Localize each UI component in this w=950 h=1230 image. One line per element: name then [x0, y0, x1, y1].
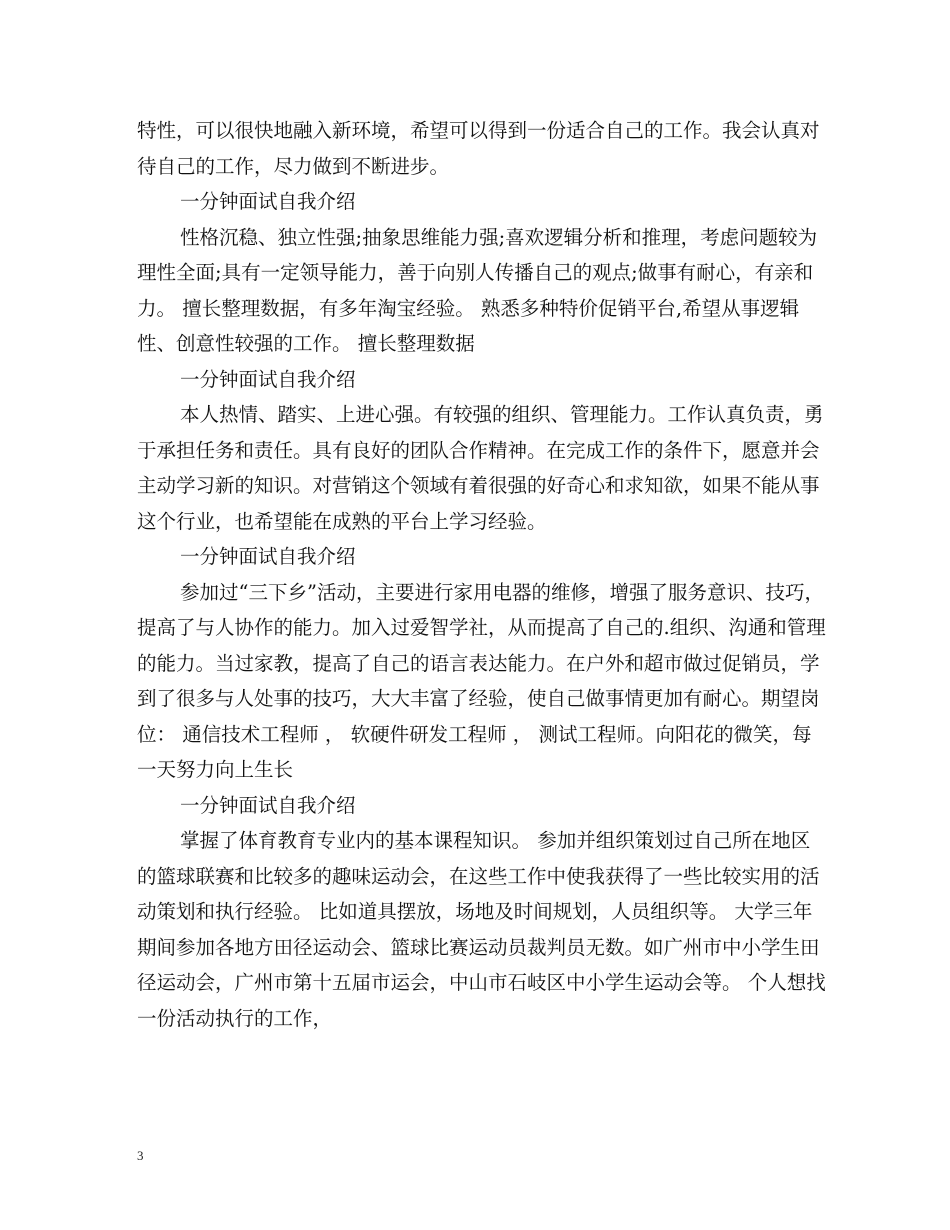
paragraph: 掌握了体育教育专业内的基本课程知识。 参加并组织策划过自己所在地区的篮球联赛和比较多的趣味运动会，在这些工作中使我获得了一些比较实用的活动策划和执行经验。 比如道具摆放，场地及时间规划，人员组织等。 大学三年期间参加各地方田径运动会、篮球比赛运动员裁判员无数。如广州市中小学生田径运动会，广州市第十五届市运会，中山市石岐区中小学生运动会等。 个人想找一份活动执行的工作，	[137, 829, 826, 1030]
document-body	[137, 113, 827, 1036]
paragraph: 参加过“三下乡”活动，主要进行家用电器的维修，增强了服务意识、技巧，提高了与人协作的能力。加入过爱智学社，从而提高了自己的.组织、沟通和管理的能力。当过家教，提高了自己的语言表达能力。在户外和超市做过促销员，学到了很多与人处事的技巧，大大丰富了经验，使自己做事情更加有耐心。期望岗位： 通信技术工程师 ， 软硬件研发工程师 ， 测试工程师。向阳花的微笑，每一天努力向上生长	[137, 580, 826, 781]
section-heading: 一分钟面试自我介绍	[180, 793, 356, 817]
paragraph: 本人热情、踏实、上进心强。有较强的组织、管理能力。工作认真负责，勇于承担任务和责任。具有良好的团队合作精神。在完成工作的条件下，愿意并会主动学习新的知识。对营销这个领域有着很强的好奇心和求知欲，如果不能从事这个行业，也希望能在成熟的平台上学习经验。	[137, 403, 824, 533]
section-heading: 一分钟面试自我介绍	[180, 190, 356, 213]
paragraph: 特性，可以很快地融入新环境，希望可以得到一份适合自己的工作。我会认真对待自己的工作，尽力做到不断进步。	[137, 119, 820, 178]
page-number: 3	[137, 1148, 144, 1163]
paragraph: 性格沉稳、独立性强;抽象思维能力强;喜欢逻辑分析和推理，考虑问题较为理性全面;具有一定领导能力，善于向别人传播自己的观点;做事有耐心，有亲和力。 擅长整理数据，有多年淘宝经验。 熟悉多种特价促销平台,希望从事逻辑性、创意性较强的工作。 擅长整理数据	[137, 225, 818, 355]
section-heading: 一分钟面试自我介绍	[180, 367, 356, 391]
section-heading: 一分钟面试自我介绍	[180, 545, 356, 568]
